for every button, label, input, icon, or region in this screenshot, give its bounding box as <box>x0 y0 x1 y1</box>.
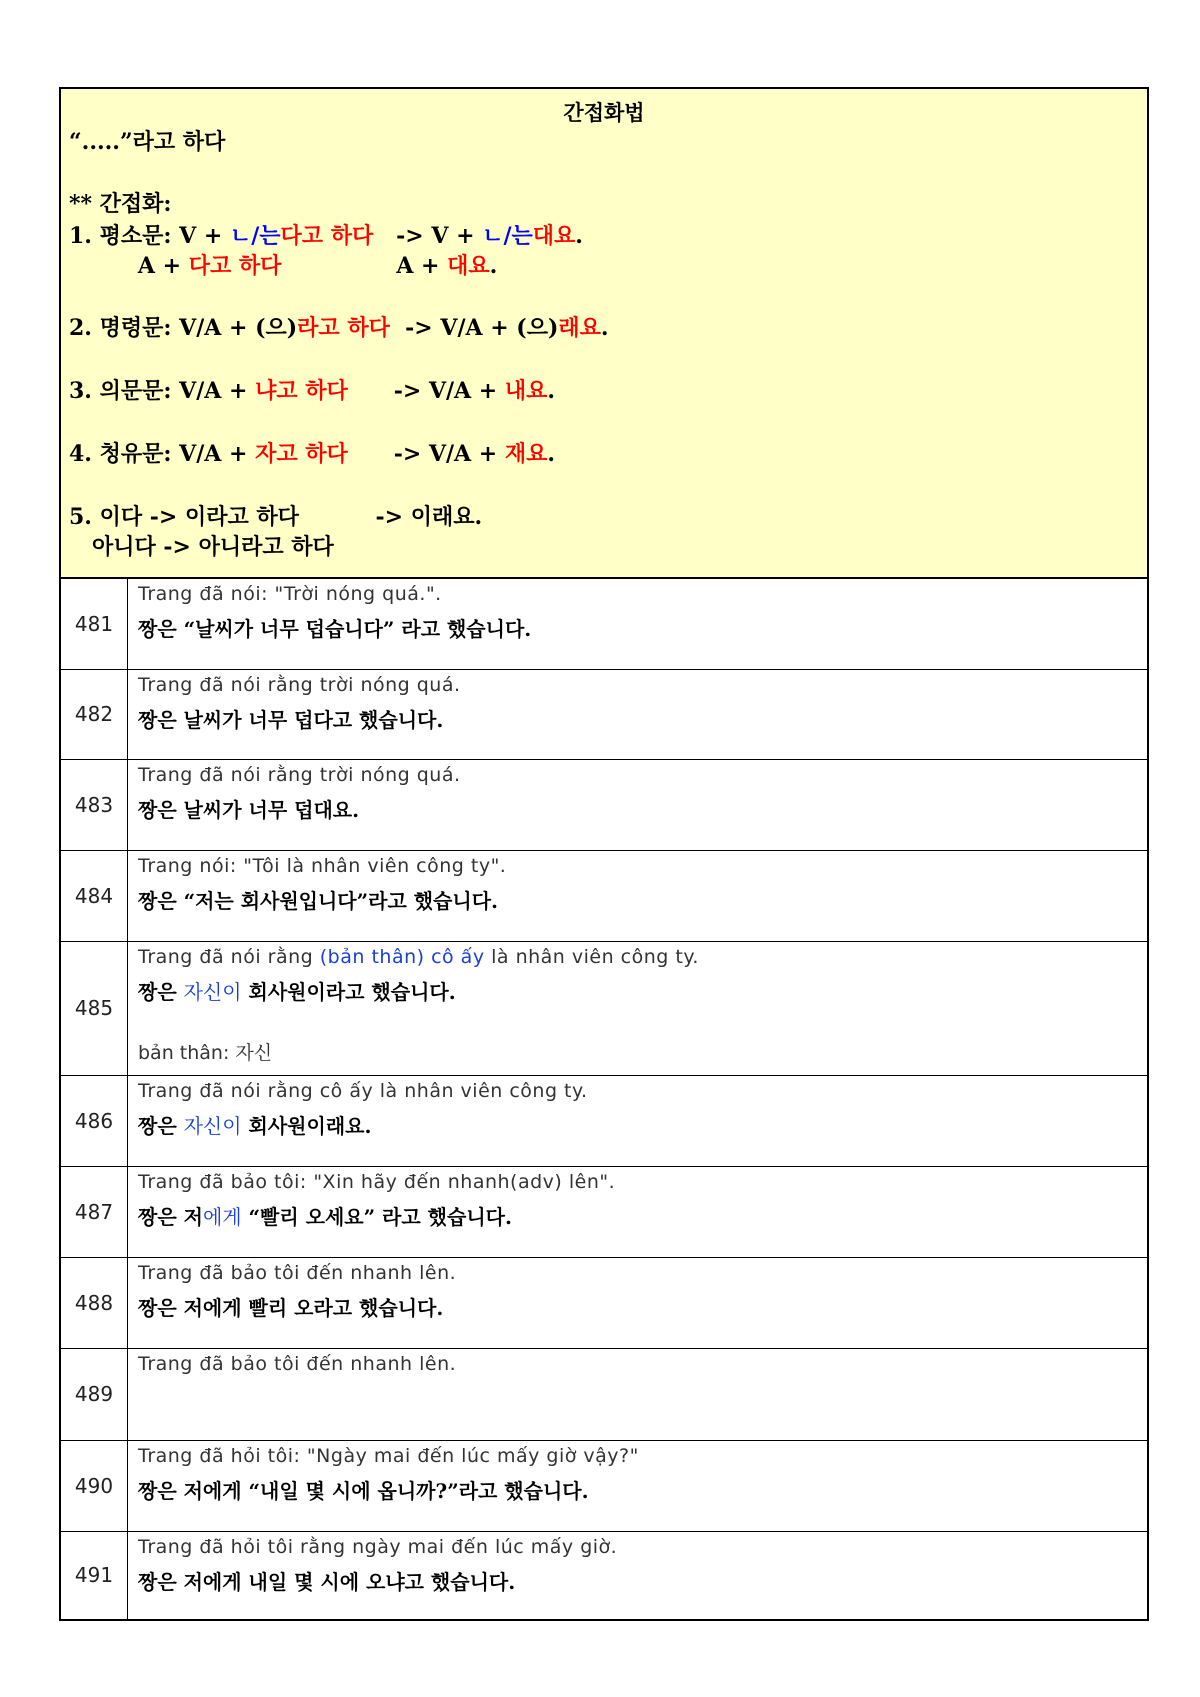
korean-sentence: 짱은 “저는 회사원입니다”라고 했습니다. <box>138 888 498 913</box>
rule-text: -> V/A + (으) <box>389 315 559 341</box>
rule-text: 1. 평소문: V + <box>69 223 230 249</box>
rule-red: 내요 <box>504 378 548 404</box>
table-row <box>61 941 1147 1075</box>
table-row <box>61 579 1147 669</box>
row-content <box>128 759 1148 850</box>
rule-text: . <box>547 441 556 467</box>
rule-interrogative <box>69 376 555 406</box>
rule-red: 다고 하다 <box>188 253 282 279</box>
grammar-sheet <box>59 87 1149 1621</box>
rule-red: 자고 하다 <box>255 441 348 467</box>
rule-text: 2. 명령문: V/A + (으) <box>69 315 298 341</box>
rule-text: -> V/A + <box>347 441 505 467</box>
rule-text: . <box>489 253 498 279</box>
row-content <box>128 1531 1148 1619</box>
table-row <box>61 1257 1147 1348</box>
korean-sentence: 짱은 날씨가 너무 덥다고 했습니다. <box>138 707 444 732</box>
highlighted-phrase: 에게 <box>202 1204 242 1229</box>
row-content <box>128 850 1148 941</box>
highlighted-phrase: 자신이 <box>183 1113 242 1138</box>
rule-text: A + <box>69 253 189 279</box>
rule-text: -> V/A + <box>347 378 505 404</box>
table-row <box>61 759 1147 850</box>
sentence-part: Trang đã nói rằng <box>138 945 320 968</box>
header-section: ** 간접화: <box>69 191 172 217</box>
table-row <box>61 1531 1147 1619</box>
rule-declarative <box>69 221 583 251</box>
header-subtitle: “.....”라고 하다 <box>69 129 226 155</box>
row-content <box>128 669 1148 759</box>
row-number: 486 <box>61 1075 128 1166</box>
row-content <box>128 1257 1148 1348</box>
sentence-part: “빨리 오세요” 라고 했습니다. <box>241 1204 512 1229</box>
rule-red: 라고 하다 <box>297 315 390 341</box>
rule-text: 3. 의문문: V/A + <box>69 378 256 404</box>
row-content <box>128 941 1148 1075</box>
rule-text: . <box>600 315 609 341</box>
vietnamese-sentence: Trang đã nói rằng cô ấy là nhân viên công ty. <box>138 1079 588 1102</box>
vietnamese-sentence <box>138 942 1147 970</box>
sentence-part: 짱은 <box>138 1113 184 1138</box>
sentence-table <box>61 579 1147 1619</box>
row-number: 490 <box>61 1440 128 1531</box>
sentence-part: 짱은 <box>138 979 184 1004</box>
sentence-part: 회사원이래요. <box>241 1113 372 1138</box>
rule-blue: ㄴ/는 <box>482 223 533 249</box>
korean-sentence: 짱은 저에게 내일 몇 시에 오냐고 했습니다. <box>138 1569 516 1594</box>
korean-sentence <box>138 976 1147 1008</box>
korean-sentence: 짱은 저에게 “내일 몇 시에 옵니까?”라고 했습니다. <box>138 1478 589 1503</box>
rule-copula: 5. 이다 -> 이라고 하다 -> 이래요. <box>69 504 483 530</box>
sentence-part: 회사원이라고 했습니다. <box>241 979 456 1004</box>
korean-sentence <box>138 1110 1147 1142</box>
row-number: 488 <box>61 1257 128 1348</box>
korean-sentence: 짱은 저에게 빨리 오라고 했습니다. <box>138 1295 444 1320</box>
grammar-header <box>61 89 1147 579</box>
rule-red: 다고 하다 <box>280 223 374 249</box>
rule-blue: ㄴ/는 <box>229 223 281 249</box>
vietnamese-sentence: Trang đã nói rằng trời nóng quá. <box>138 763 461 786</box>
korean-sentence <box>138 1201 1147 1233</box>
row-number: 487 <box>61 1166 128 1257</box>
table-row <box>61 1440 1147 1531</box>
rule-text: . <box>547 378 556 404</box>
sentence-part: là nhân viên công ty. <box>484 945 699 968</box>
row-content <box>128 1348 1148 1440</box>
korean-sentence: 짱은 “날씨가 너무 덥습니다” 라고 했습니다. <box>138 617 532 641</box>
table-row <box>61 1348 1147 1440</box>
sentence-part: 짱은 저 <box>138 1204 203 1229</box>
vietnamese-sentence: Trang đã bảo tôi đến nhanh lên. <box>138 1261 457 1284</box>
rule-text: . <box>575 223 583 249</box>
header-title: 간접화법 <box>563 100 645 125</box>
table-row <box>61 850 1147 941</box>
row-number: 481 <box>61 579 128 669</box>
row-number: 485 <box>61 941 128 1075</box>
vietnamese-sentence: Trang đã hỏi tôi rằng ngày mai đến lúc mấy giờ. <box>138 1535 618 1558</box>
rule-red: 대요 <box>447 253 490 279</box>
vietnamese-sentence: Trang đã hỏi tôi: "Ngày mai đến lúc mấy giờ vậy?" <box>138 1444 639 1467</box>
rule-red: 래요 <box>558 315 601 341</box>
vietnamese-sentence: Trang đã bảo tôi: "Xin hãy đến nhanh(adv) lên". <box>138 1170 616 1193</box>
row-content <box>128 1440 1148 1531</box>
rule-red: 재요 <box>504 441 548 467</box>
rule-text: A + <box>281 253 448 279</box>
highlighted-phrase: 자신이 <box>183 979 242 1004</box>
rule-propositive <box>69 439 555 469</box>
row-content <box>128 1075 1148 1166</box>
row-number: 483 <box>61 759 128 850</box>
table-row <box>61 1166 1147 1257</box>
table-row <box>61 669 1147 759</box>
row-content <box>128 1166 1148 1257</box>
row-number: 491 <box>61 1531 128 1619</box>
row-number: 484 <box>61 850 128 941</box>
rule-negative-copula: 아니다 -> 아니라고 하다 <box>69 534 334 560</box>
rule-red: 냐고 하다 <box>255 378 348 404</box>
highlighted-phrase: (bản thân) cô ấy <box>319 945 485 968</box>
rule-red: 대요 <box>532 223 576 249</box>
korean-sentence: 짱은 날씨가 너무 덥대요. <box>138 797 360 822</box>
vietnamese-sentence: Trang đã nói rằng trời nóng quá. <box>138 673 461 696</box>
rule-text: 4. 청유문: V/A + <box>69 441 256 467</box>
row-content <box>128 579 1148 669</box>
rule-declarative-adj <box>69 251 497 281</box>
row-number: 489 <box>61 1348 128 1440</box>
vietnamese-sentence: Trang nói: "Tôi là nhân viên công ty". <box>138 854 507 877</box>
vocabulary-note: bản thân: 자신 <box>138 1041 273 1064</box>
rule-text: -> V + <box>373 223 483 249</box>
vietnamese-sentence: Trang đã bảo tôi đến nhanh lên. <box>138 1352 457 1375</box>
row-number: 482 <box>61 669 128 759</box>
table-row <box>61 1075 1147 1166</box>
vietnamese-sentence: Trang đã nói: "Trời nóng quá.". <box>138 583 442 605</box>
rule-imperative <box>69 313 609 343</box>
